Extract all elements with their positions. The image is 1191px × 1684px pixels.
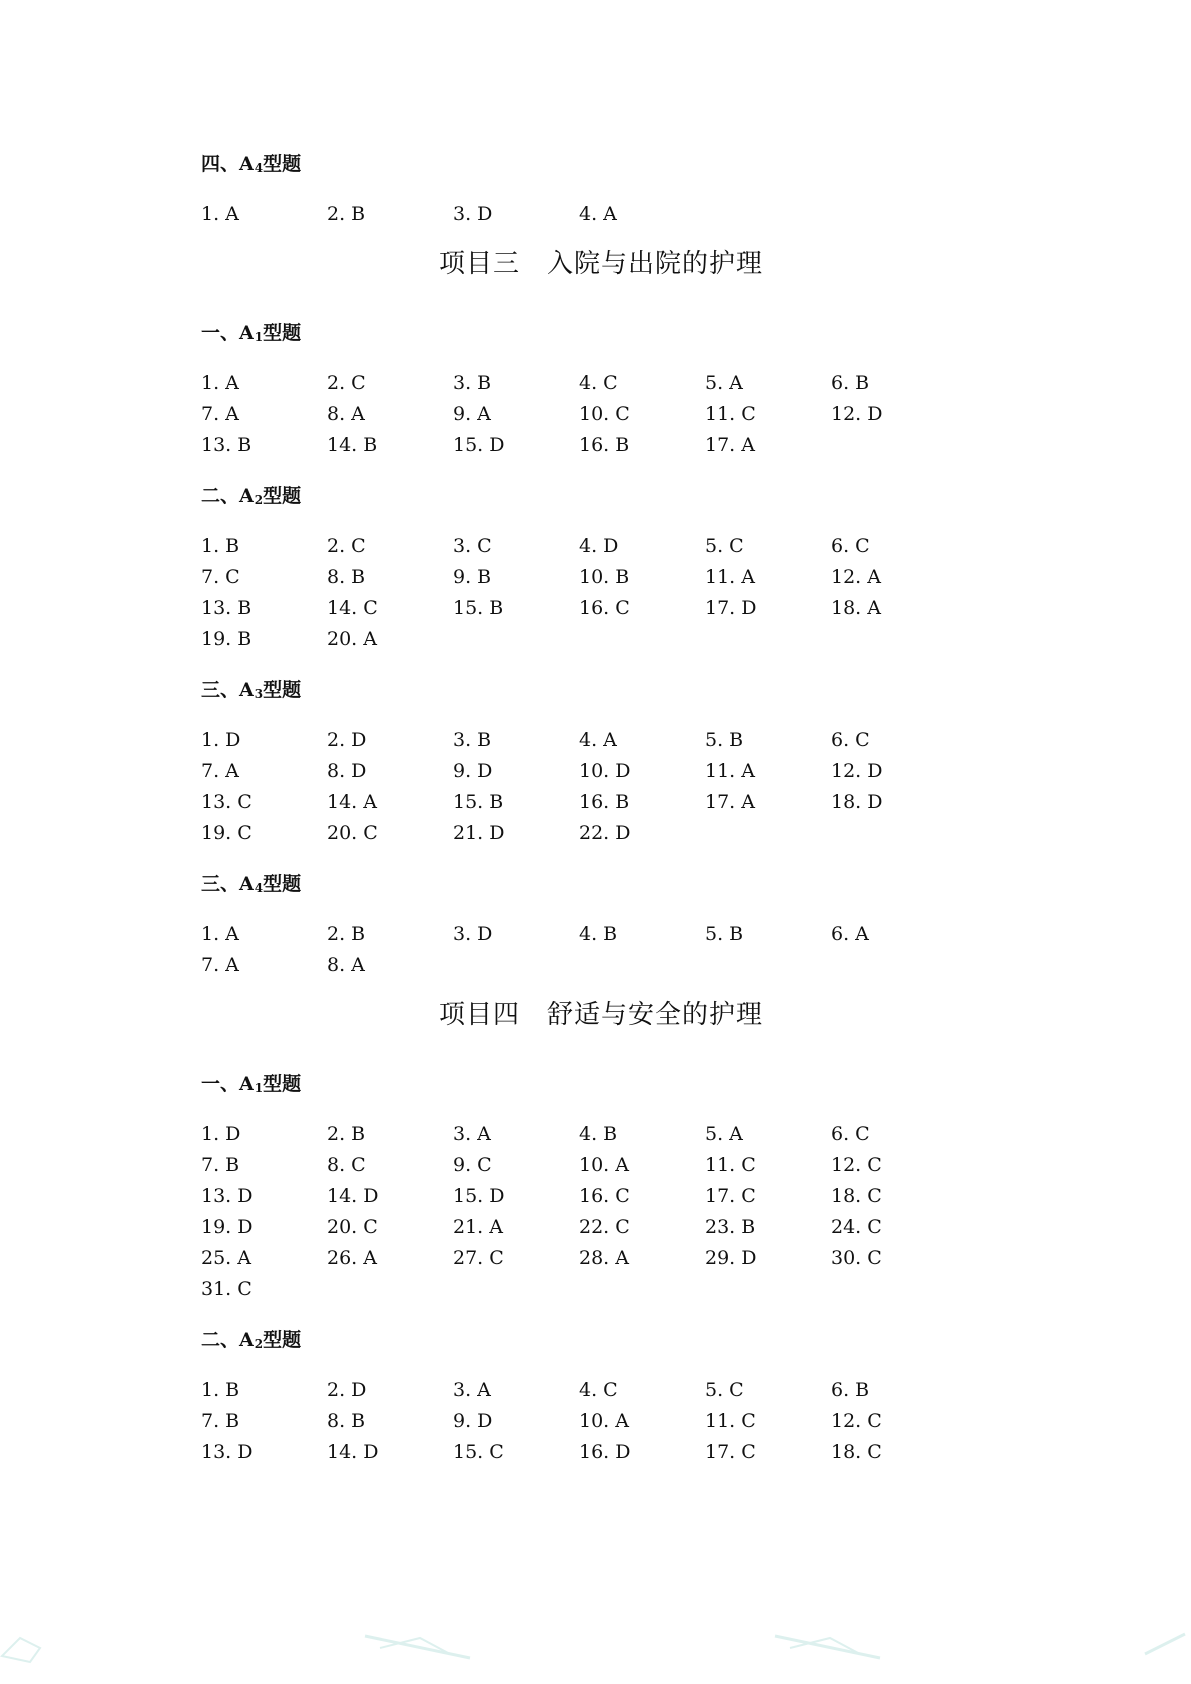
section-suffix: 型题 [263,322,302,344]
answer-item: 5. C [705,535,744,557]
answer-item: 2. B [327,203,366,225]
watermark-left-icon [0,1626,60,1666]
answer-item: 5. B [705,923,744,945]
answer-item: 16. D [579,1441,631,1463]
answer-item: 4. B [579,923,618,945]
watermark-center-left-icon [360,1626,480,1666]
answer-item: 4. C [579,1379,618,1401]
answer-item: 2. B [327,1123,366,1145]
answer-item: 1. A [201,203,239,225]
answer-item: 10. D [579,760,631,782]
answer-item: 7. B [201,1154,240,1176]
answer-item: 5. B [705,729,744,751]
answer-item: 8. B [327,566,366,588]
answer-item: 6. C [831,1123,870,1145]
answer-item: 15. B [453,791,504,813]
answer-item: 16. C [579,597,630,619]
answer-item: 3. B [453,729,492,751]
answer-item: 29. D [705,1247,757,1269]
answer-item: 7. B [201,1410,240,1432]
answer-item: 25. A [201,1247,251,1269]
answer-item: 4. B [579,1123,618,1145]
answer-item: 21. D [453,822,505,844]
section-prefix: 三、 [201,873,240,895]
answer-item: 16. B [579,791,630,813]
answer-item: 1. A [201,923,239,945]
answer-item: 11. C [705,1410,756,1432]
answer-item: 1. B [201,1379,240,1401]
answer-item: 1. B [201,535,240,557]
answer-item: 27. C [453,1247,504,1269]
answer-item: 4. D [579,535,619,557]
section-type-letter: A [239,153,254,175]
answer-grid [201,922,981,978]
answer-item: 2. B [327,923,366,945]
answer-item: 9. D [453,760,493,782]
answer-item: 26. A [327,1247,377,1269]
section-suffix: 型题 [263,485,302,507]
answer-item: 9. C [453,1154,492,1176]
answer-item: 14. B [327,434,378,456]
answer-item: 22. D [579,822,631,844]
answer-item: 6. B [831,372,870,394]
answer-item: 12. C [831,1154,882,1176]
answer-item: 14. D [327,1185,379,1207]
answer-grid [201,534,981,652]
question-section [201,319,981,458]
answer-item: 24. C [831,1216,882,1238]
answer-item: 10. A [579,1154,629,1176]
answer-item: 30. C [831,1247,882,1269]
answer-item: 23. B [705,1216,756,1238]
answer-item: 7. A [201,403,239,425]
answer-item: 6. B [831,1379,870,1401]
answer-item: 6. C [831,535,870,557]
answer-item: 5. A [705,1123,743,1145]
answer-item: 3. C [453,535,492,557]
question-section [201,1326,981,1465]
answer-item: 16. C [579,1185,630,1207]
section-type-letter: A [239,485,254,507]
answer-grid [201,728,981,846]
section-heading [201,1326,981,1354]
answer-item: 16. B [579,434,630,456]
section-prefix: 四、 [201,153,240,175]
answer-item: 19. C [201,822,252,844]
section-type-subscript: 2 [254,1337,264,1351]
question-section [201,1070,981,1302]
watermark-center-right-icon [770,1626,890,1666]
answer-item: 12. A [831,566,881,588]
section-type-letter: A [239,1329,254,1351]
answer-item: 17. C [705,1185,756,1207]
answer-item: 2. C [327,372,366,394]
project-title: 项目四 舒适与安全的护理 [438,1000,763,1030]
answer-item: 18. A [831,597,881,619]
section-type-subscript: 2 [254,493,264,507]
answer-item: 17. C [705,1441,756,1463]
answer-item: 9. B [453,566,492,588]
section-heading [201,1070,981,1098]
question-section [201,676,981,846]
answer-item: 5. A [705,372,743,394]
answer-item: 4. C [579,372,618,394]
answer-item: 13. D [201,1185,253,1207]
answer-item: 17. D [705,597,757,619]
answer-item: 3. D [453,923,493,945]
answer-item: 7. C [201,566,240,588]
answer-item: 6. C [831,729,870,751]
answer-item: 15. C [453,1441,504,1463]
section-heading [201,150,981,178]
answer-item: 5. C [705,1379,744,1401]
section-prefix: 一、 [201,1073,240,1095]
section-type-subscript: 1 [254,1081,264,1095]
answer-document [201,150,981,1489]
answer-item: 8. B [327,1410,366,1432]
answer-item: 31. C [201,1278,252,1300]
answer-item: 8. C [327,1154,366,1176]
watermark-right-icon [1140,1626,1191,1666]
answer-item: 6. A [831,923,869,945]
answer-grid [201,202,981,227]
section-heading [201,482,981,510]
answer-item: 11. C [705,403,756,425]
section-type-letter: A [239,873,254,895]
answer-item: 13. C [201,791,252,813]
answer-item: 20. C [327,1216,378,1238]
answer-item: 19. B [201,628,252,650]
answer-item: 4. A [579,729,617,751]
section-type-letter: A [239,679,254,701]
answer-item: 13. B [201,434,252,456]
section-prefix: 二、 [201,1329,240,1351]
answer-item: 14. D [327,1441,379,1463]
answer-item: 14. A [327,791,377,813]
answer-item: 3. A [453,1379,491,1401]
answer-item: 2. C [327,535,366,557]
question-section [201,150,981,227]
answer-item: 22. C [579,1216,630,1238]
answer-item: 15. D [453,1185,505,1207]
section-type-subscript: 1 [254,330,264,344]
section-heading [201,319,981,347]
answer-item: 20. A [327,628,377,650]
section-suffix: 型题 [263,1073,302,1095]
section-prefix: 一、 [201,322,240,344]
answer-grid [201,1122,981,1302]
answer-item: 9. A [453,403,491,425]
answer-item: 15. B [453,597,504,619]
answer-item: 12. D [831,403,883,425]
section-heading [201,870,981,898]
answer-grid [201,1378,981,1465]
answer-item: 11. A [705,760,755,782]
answer-item: 2. D [327,729,367,751]
section-type-subscript: 3 [254,687,264,701]
answer-item: 4. A [579,203,617,225]
answer-item: 12. C [831,1410,882,1432]
answer-item: 11. A [705,566,755,588]
section-suffix: 型题 [263,873,302,895]
answer-item: 15. D [453,434,505,456]
answer-item: 11. C [705,1154,756,1176]
answer-item: 21. A [453,1216,503,1238]
section-type-subscript: 4 [254,881,264,895]
answer-item: 18. C [831,1441,882,1463]
section-suffix: 型题 [263,1329,302,1351]
section-prefix: 二、 [201,485,240,507]
section-type-letter: A [239,1073,254,1095]
answer-item: 19. D [201,1216,253,1238]
section-type-subscript: 4 [254,161,264,175]
answer-item: 3. B [453,372,492,394]
answer-item: 18. D [831,791,883,813]
answer-item: 12. D [831,760,883,782]
answer-item: 9. D [453,1410,493,1432]
answer-item: 8. A [327,403,365,425]
question-section [201,482,981,652]
answer-item: 1. A [201,372,239,394]
answer-item: 28. A [579,1247,629,1269]
answer-item: 8. A [327,954,365,976]
section-prefix: 三、 [201,679,240,701]
answer-item: 17. A [705,434,755,456]
answer-item: 7. A [201,760,239,782]
answer-item: 7. A [201,954,239,976]
answer-item: 3. A [453,1123,491,1145]
answer-item: 10. A [579,1410,629,1432]
answer-item: 13. D [201,1441,253,1463]
section-type-letter: A [239,322,254,344]
answer-item: 2. D [327,1379,367,1401]
answer-item: 14. C [327,597,378,619]
project-title: 项目三 入院与出院的护理 [438,249,763,279]
answer-item: 10. B [579,566,630,588]
answer-item: 17. A [705,791,755,813]
answer-item: 1. D [201,729,241,751]
answer-grid [201,371,981,458]
section-heading [201,676,981,704]
answer-item: 10. C [579,403,630,425]
question-section [201,870,981,978]
answer-item: 18. C [831,1185,882,1207]
answer-item: 1. D [201,1123,241,1145]
answer-item: 13. B [201,597,252,619]
section-suffix: 型题 [263,153,302,175]
section-suffix: 型题 [263,679,302,701]
answer-item: 3. D [453,203,493,225]
answer-item: 20. C [327,822,378,844]
answer-item: 8. D [327,760,367,782]
